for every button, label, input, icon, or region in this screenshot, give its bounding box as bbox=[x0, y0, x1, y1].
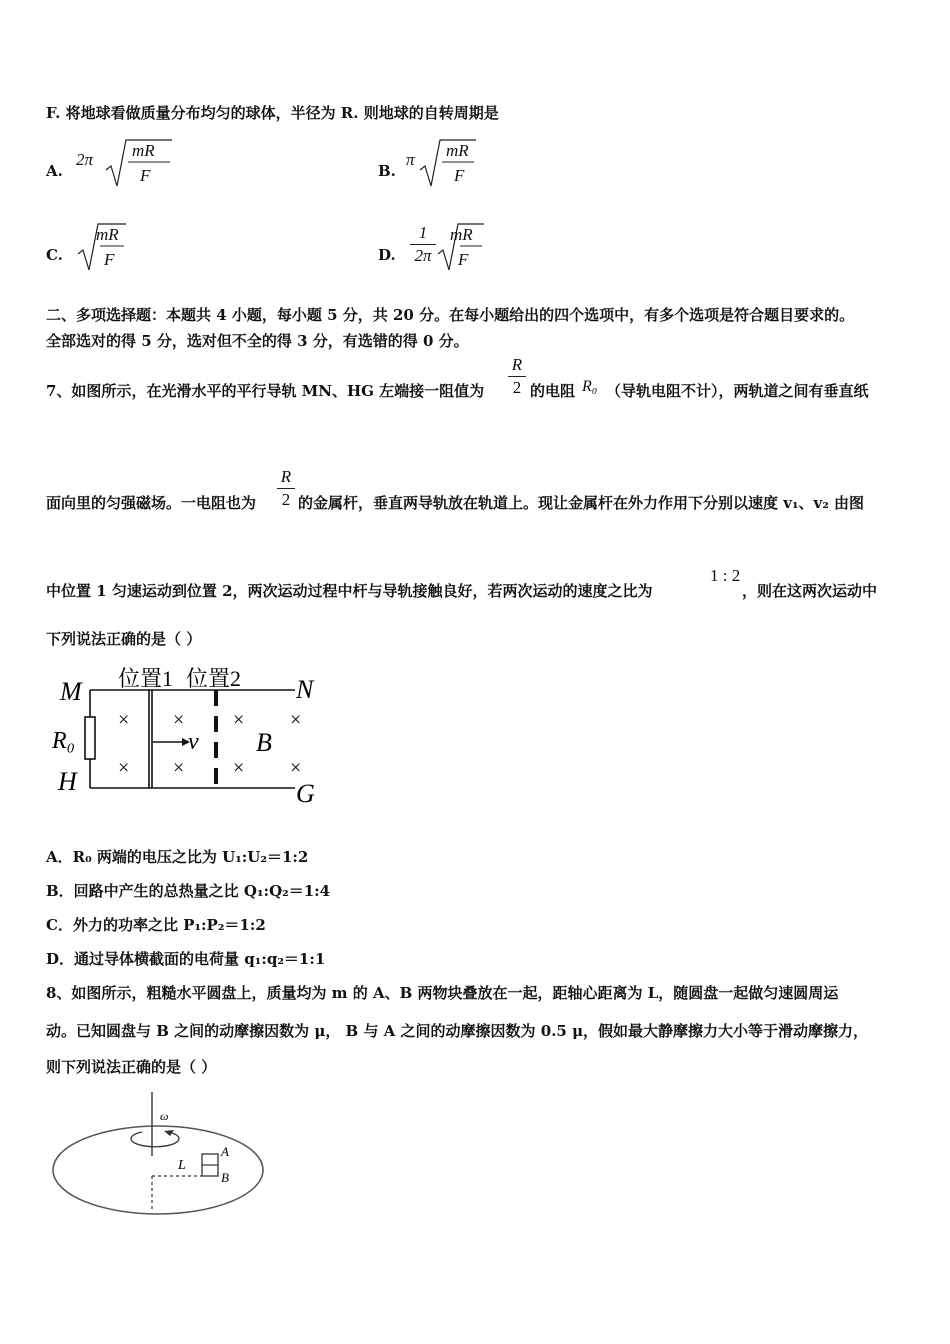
label-block-b: B bbox=[221, 1170, 229, 1185]
cross-mark: × bbox=[118, 709, 130, 731]
q6-option-a-label: A. bbox=[46, 162, 63, 180]
q6-option-d-num: mR bbox=[450, 225, 473, 244]
q7-option-c: C．外力的功率之比 P₁:P₂＝1:2 bbox=[46, 916, 266, 934]
q6-option-d-coef-den: 2π bbox=[414, 246, 432, 265]
q7-frac-den-b: 2 bbox=[281, 490, 291, 509]
q7-r0: R₀ bbox=[582, 378, 598, 395]
rotation-arrow-icon bbox=[131, 1132, 179, 1147]
cross-mark: × bbox=[233, 709, 245, 731]
label-g: G bbox=[296, 779, 315, 808]
cross-mark: × bbox=[290, 709, 302, 731]
q8-line2: 动。已知圆盘与 B 之间的动摩擦因数为 μ， B 与 A 之间的动摩擦因数为 0.5 μ，假如最大静摩擦力大小等于滑动摩擦力， bbox=[46, 1022, 869, 1040]
label-v: v bbox=[188, 729, 199, 755]
q7-ratio: 1 : 2 bbox=[710, 566, 741, 585]
section2-instructions-line1: 二、多项选择题：本题共 4 小题，每小题 5 分，共 20 分。在每小题给出的四个选项中，有多个选项是符合题目要求的。 bbox=[46, 306, 855, 324]
q6-option-b-label: B. bbox=[378, 162, 396, 180]
q6-option-d-label: D. bbox=[378, 246, 396, 264]
q7-rail-diagram bbox=[50, 660, 330, 810]
cross-mark: × bbox=[233, 757, 245, 779]
magnetic-field-crosses bbox=[118, 709, 301, 779]
q7-option-d: D．通过导体横截面的电荷量 q₁:q₂＝1:1 bbox=[46, 950, 326, 968]
q6-stem: F. 将地球看做质量分布均匀的球体，半径为 R. 则地球的自转周期是 bbox=[46, 104, 499, 122]
q7-frac-num: R bbox=[511, 355, 523, 374]
q7-fraction-r-over-2 bbox=[508, 356, 526, 397]
cross-mark: × bbox=[173, 757, 185, 779]
q6-option-c-den: F bbox=[104, 250, 115, 269]
q8-line1: 8、如图所示，粗糙水平圆盘上，质量均为 m 的 A、B 两物块叠放在一起，距轴心距离为 L，随圆盘一起做匀速圆周运 bbox=[46, 984, 839, 1002]
label-r0: R₀ bbox=[52, 728, 76, 754]
turntable-disk bbox=[53, 1126, 263, 1214]
label-b-field: B bbox=[256, 728, 272, 757]
q7-line1-b: 的电阻 bbox=[530, 382, 576, 400]
q6-option-d-coef-num: 1 bbox=[418, 223, 428, 242]
q6-option-d-coef-fraction bbox=[410, 224, 436, 265]
q6-option-c-label: C. bbox=[46, 246, 63, 264]
q7-line1-c: （导轨电阻不计），两轨道之间有垂直纸 bbox=[606, 382, 869, 400]
q7-line1-a: 7、如图所示，在光滑水平的平行导轨 MN、HG 左端接一阻值为 bbox=[46, 382, 485, 400]
resistor-r0 bbox=[85, 717, 95, 759]
q6-option-d-den: F bbox=[458, 250, 469, 269]
label-n: N bbox=[296, 675, 314, 704]
label-h: H bbox=[58, 767, 77, 796]
q7-line2-a: 面向里的匀强磁场。一电阻也为 bbox=[46, 494, 257, 512]
q7-line2-b: 的金属杆，垂直两导轨放在轨道上。现让金属杆在外力作用下分别以速度 v₁、v₂ 由图 bbox=[298, 494, 865, 512]
q7-line3-a: 中位置 1 匀速运动到位置 2，两次运动过程中杆与导轨接触良好，若两次运动的速度之比为 bbox=[46, 582, 653, 600]
cross-mark: × bbox=[290, 757, 302, 779]
q7-option-a: A．R₀ 两端的电压之比为 U₁:U₂＝1:2 bbox=[46, 848, 309, 866]
q7-frac-num-b: R bbox=[280, 467, 292, 486]
label-l: L bbox=[178, 1158, 186, 1173]
label-position-1: 位置1 bbox=[118, 666, 174, 691]
q6-option-b-num: mR bbox=[446, 141, 469, 160]
cross-mark: × bbox=[173, 709, 185, 731]
q6-option-b-den: F bbox=[454, 166, 465, 185]
label-m: M bbox=[60, 677, 82, 706]
q6-option-b-coef: π bbox=[406, 150, 415, 169]
label-position-2: 位置2 bbox=[186, 666, 242, 691]
q7-fraction-r-over-2-b bbox=[277, 468, 295, 509]
q6-option-a-den: F bbox=[140, 166, 151, 185]
label-block-a: A bbox=[221, 1144, 229, 1159]
cross-mark: × bbox=[118, 757, 130, 779]
q7-line3-b: ，则在这两次运动中 bbox=[742, 582, 878, 600]
q6-option-c-num: mR bbox=[96, 225, 119, 244]
q6-option-a-coef: 2π bbox=[76, 150, 94, 169]
label-omega: ω bbox=[160, 1109, 169, 1123]
q7-frac-den: 2 bbox=[512, 378, 522, 397]
q8-turntable-diagram bbox=[50, 1090, 280, 1220]
section2-instructions-line2: 全部选对的得 5 分，选对但不全的得 3 分，有选错的得 0 分。 bbox=[46, 332, 469, 350]
q6-option-a-num: mR bbox=[132, 141, 155, 160]
q7-option-b: B．回路中产生的总热量之比 Q₁:Q₂＝1:4 bbox=[46, 882, 331, 900]
q7-question-prompt: 下列说法正确的是（ ） bbox=[46, 630, 202, 648]
q8-question-prompt: 则下列说法正确的是（ ） bbox=[46, 1058, 217, 1076]
